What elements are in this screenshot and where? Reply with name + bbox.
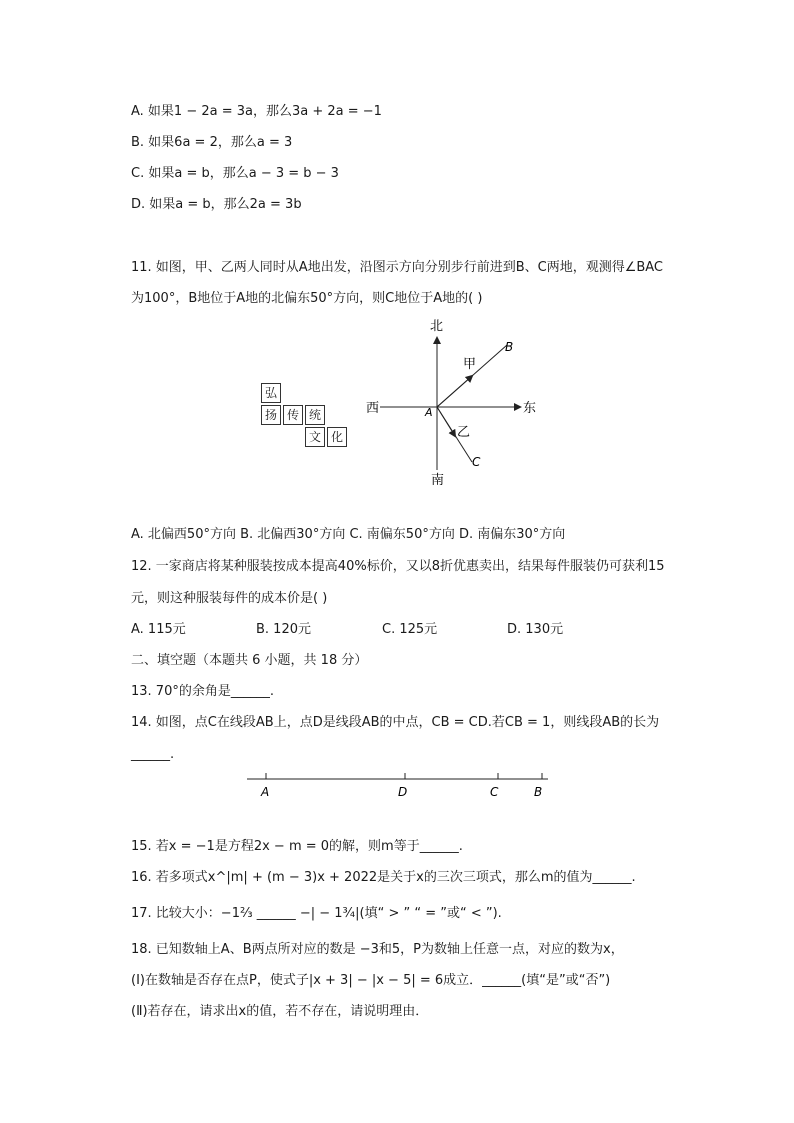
label-c: C (472, 455, 481, 469)
q18-stem-line1: 18. 已知数轴上A、B两点所对应的数是 −3和5，P为数轴上任意一点，对应的数为x， (131, 942, 624, 957)
segment-figure (240, 770, 560, 804)
label-west: 西 (366, 401, 380, 416)
point-d-label: D (398, 785, 408, 799)
q10-option-d: D. 如果a = b，那么2a = 3b (131, 197, 302, 212)
label-east: 东 (523, 401, 537, 416)
label-a: A (425, 406, 433, 419)
q10-option-a: A. 如果1 − 2a = 3a，那么3a + 2a = −1 (131, 104, 382, 119)
label-b: B (505, 340, 514, 354)
q12-stem-line1: 12. 一家商店将某种服装按成本提高40%标价，又以8折优惠卖出，结果每件服装仍可获利15 (131, 559, 665, 574)
q11-stem-line1: 11. 如图，甲、乙两人同时从A地出发，沿图示方向分别步行前进到B、C两地，观测得∠BAC (131, 260, 664, 275)
q14-stem-line1: 14. 如图，点C在线段AB上，点D是线段AB的中点，CB = CD.若CB = 1，则线段AB的长为 (131, 715, 660, 730)
q18-stem-line2: (Ⅰ)在数轴是否存在点P，使式子|x + 3| − |x − 5| = 6成立．______(填“是”或“否”) (131, 973, 611, 988)
label-north: 北 (430, 319, 444, 334)
label-jia: 甲 (463, 357, 477, 372)
cube-cell: 弘 (261, 383, 281, 403)
q10-option-c: C. 如果a = b，那么a − 3 = b − 3 (131, 166, 339, 181)
q12-option-d: D. 130元 (507, 622, 564, 637)
q15-stem: 15. 若x = −1是方程2x − m = 0的解，则m等于______. (131, 839, 463, 854)
q10-option-b: B. 如果6a = 2，那么a = 3 (131, 135, 293, 150)
cube-cell: 统 (305, 405, 325, 425)
q12-option-c: C. 125元 (382, 622, 438, 637)
point-b-label: B (534, 785, 543, 799)
label-yi: 乙 (457, 425, 471, 440)
point-a-label: A (261, 785, 270, 799)
q16-stem: 16. 若多项式x^|m| + (m − 3)x + 2022是关于x的三次三项式，那么m的值为______. (131, 870, 636, 885)
q13-stem: 13. 70°的余角是______. (131, 684, 274, 699)
q12-option-b: B. 120元 (256, 622, 311, 637)
section-title: 二、填空题（本题共 6 小题，共 18 分） (131, 653, 368, 668)
q12-stem-line2: 元，则这种服装每件的成本价是( ) (131, 591, 328, 606)
q14-stem-line2: ______. (131, 747, 175, 762)
q18-stem-line3: (Ⅱ)若存在，请求出x的值，若不存在，请说明理由． (131, 1004, 429, 1019)
q11-stem-line2: 为100°，B地位于A地的北偏东50°方向，则C地位于A地的( ) (131, 291, 483, 306)
q11-options: A. 北偏西50°方向 B. 北偏西30°方向 C. 南偏东50°方向 D. 南偏东30°方向 (131, 527, 566, 542)
q17-stem: 17. 比较大小：−1⅔ ______ −| − 1¾|(填“ > ” “ = ”或“ < ”). (131, 906, 502, 921)
q12-option-a: A. 115元 (131, 622, 186, 637)
point-c-label: C (490, 785, 499, 799)
cube-cell: 扬 (261, 405, 281, 425)
compass-figure (360, 312, 540, 492)
label-south: 南 (431, 473, 445, 488)
cube-cell: 文 (305, 427, 325, 447)
cube-cell: 传 (283, 405, 303, 425)
cube-cell: 化 (327, 427, 347, 447)
